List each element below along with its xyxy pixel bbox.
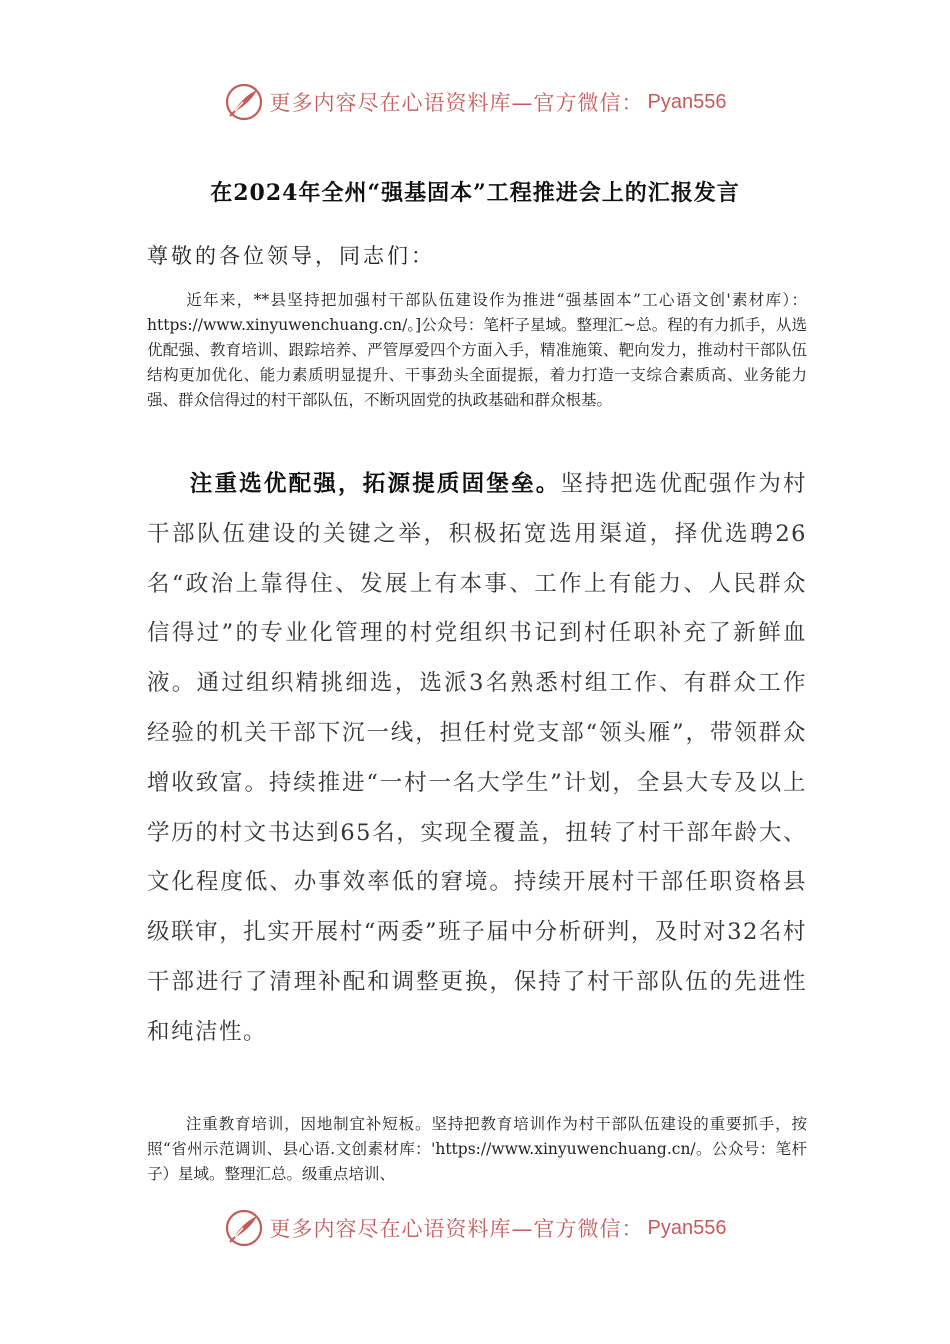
- wechat-id: Pyan556: [647, 1216, 727, 1239]
- section-1-heading: 注重选优配强，拓源提质固堡垒。: [189, 471, 561, 497]
- banner-slogan: 更多内容尽在心语资料库—官方微信：: [269, 1217, 644, 1241]
- wechat-id: Pyan556: [647, 90, 727, 113]
- banner-slogan: 更多内容尽在心语资料库—官方微信：: [269, 91, 644, 115]
- footer-banner: [0, 1208, 950, 1248]
- page-title: 在2024年全州“强基固本”工程推进会上的汇报发言: [210, 180, 740, 206]
- section-2-text: 注重教育培训，因地制宜补短板。坚持把教育培训作为村干部队伍建设的重要抓手，按照“省州示范调训、县心语.文创素材库：'https://www.xinyuwenchuang.cn/。公众号：笔杆子）星域。整理汇总。级重点培训、: [147, 1115, 807, 1183]
- quill-pen-logo-icon: [224, 1208, 264, 1248]
- section-1-paragraph: [147, 460, 807, 1058]
- header-banner: [0, 82, 950, 122]
- section-1-body: 坚持把选优配强作为村干部队伍建设的关键之举，积极拓宽选用渠道，择优选聘26名“政治上靠得住、发展上有本事、工作上有能力、人民群众信得过”的专业化管理的村党组织书记到村任职补充了新鲜血液。通过组织精挑细选，选派3名熟悉村组工作、有群众工作经验的机关干部下沉一线，担任村党支部“领头雁”，带领群众增收致富。持续推进“一村一名大学生”计划，全县大专及以上学历的村文书达到65名，实现全覆盖，扭转了村干部年龄大、文化程度低、办事效率低的窘境。持续开展村干部任职资格县级联审，扎实开展村“两委”班子届中分析研判，及时对32名村干部进行了清理补配和调整更换，保持了村干部队伍的先进性和纯洁性。: [147, 471, 807, 1045]
- section-2-paragraph: [147, 1112, 807, 1187]
- intro-text: 近年来，**县坚持把加强村干部队伍建设作为推进“强基固本”工心语文创'素材库）：https://www.xinyuwenchuang.cn/。]公众号：笔杆子星域。整理汇~总。程的有力抓手，从选优配强、教育培训、跟踪培养、严管厚爱四个方面入手，精准施策、靶向发力，推动村干部队伍结构更加优化、能力素质明显提升、干事劲头全面提振，着力打造一支综合素质高、业务能力强、群众信得过的村干部队伍，不断巩固党的执政基础和群众根基。: [147, 291, 807, 409]
- intro-paragraph: [147, 288, 807, 413]
- quill-pen-logo-icon: [224, 82, 264, 122]
- salutation: 尊敬的各位领导，同志们：: [147, 244, 435, 268]
